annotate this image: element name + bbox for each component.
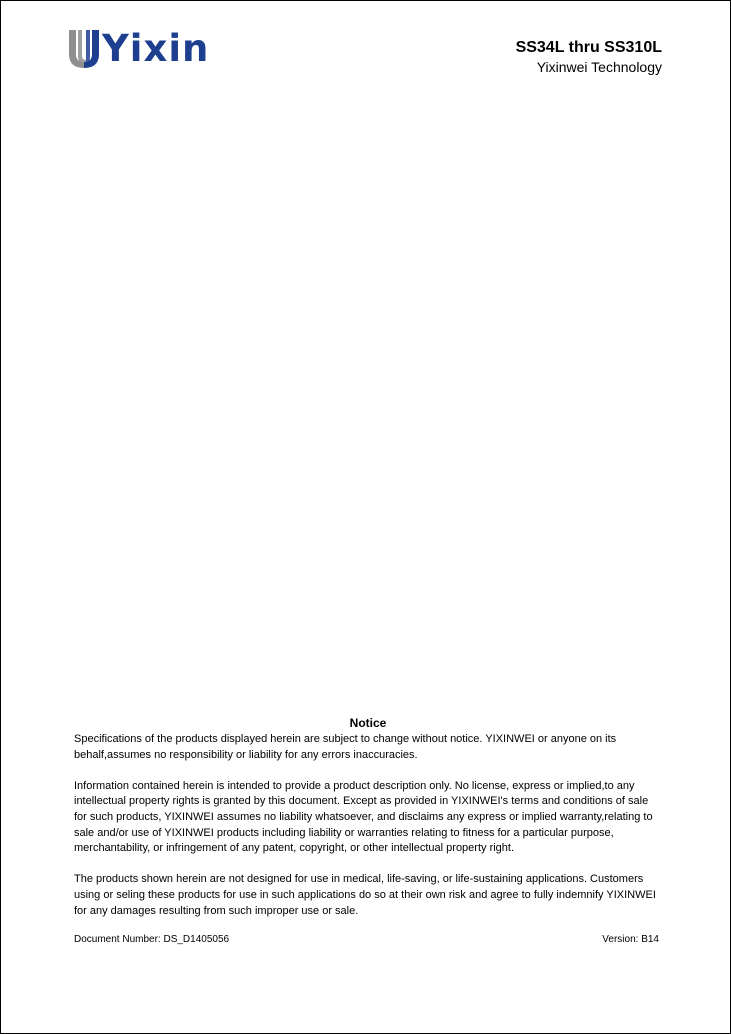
logo-wordmark: Yixin <box>102 27 210 70</box>
company-logo <box>67 27 209 71</box>
notice-paragraph-information: Information contained herein is intended to provide a product description only. No license, express or implied,to any intellectual property rights is granted by this document. Except as provided in YIXINWEI's terms and conditions of sale for such products, YIXINWEI assumes no liability whatsoever, and disclaims any express or implied warranty,relating to sale and/or use of YIXINWEI products including liability or warranties relating to fitness for a particular purpose, merchantability, or infringement of any patent, copyright, or other intellectual property right. <box>74 779 653 855</box>
notice-paragraph-products-use: The products shown herein are not designed for use in medical, life-saving, or life-sustaining applications. Customers using or seling these products for use in such applications do so at their own risk and agree to fully indemnify YIXINWEI for any damages resulting from such improper use or sale. <box>74 873 656 917</box>
document-number: Document Number: DS_D1405056 <box>74 934 230 945</box>
company-name: Yixinwei Technology <box>536 59 662 75</box>
notice-paragraph-specifications: Specifications of the products displayed herein are subject to change without notice. YIXINWEI or anyone on its behalf,assumes no responsibility or liability for any errors inaccuracies. <box>74 733 617 761</box>
document-header <box>516 39 662 76</box>
part-number-title: SS34L thru SS310L <box>515 39 662 56</box>
notice-section <box>74 715 662 919</box>
logo-mark-icon <box>67 28 101 70</box>
notice-heading: Notice <box>349 716 387 730</box>
document-footer <box>74 933 659 947</box>
document-version: Version: B14 <box>602 934 659 945</box>
